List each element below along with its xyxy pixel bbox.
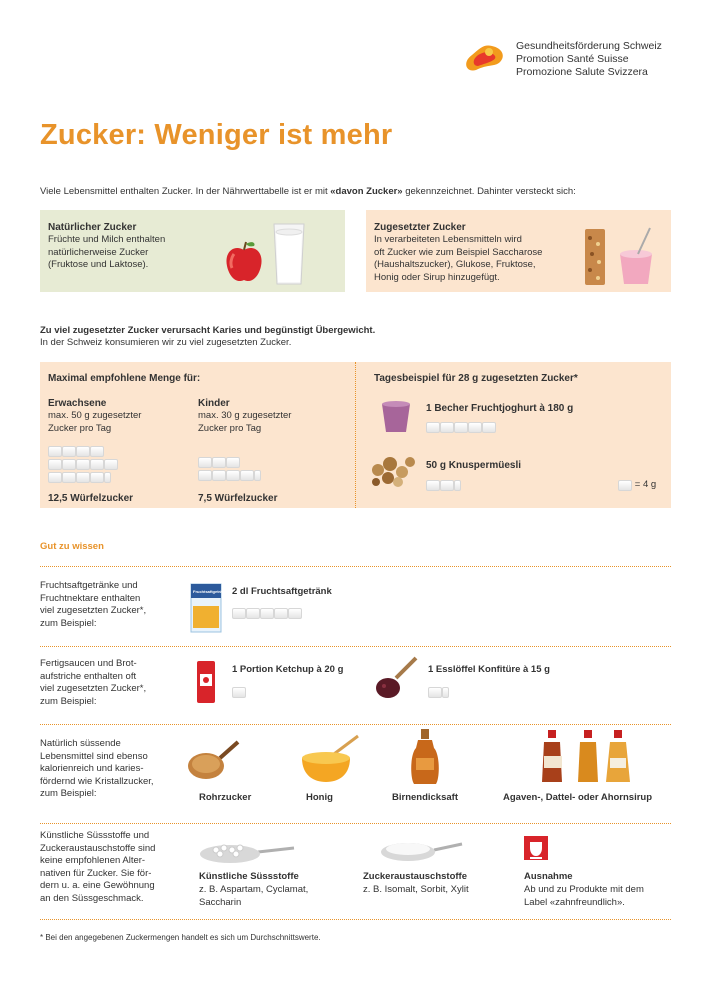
row4-line: Künstliche Süssstoffe und <box>40 830 150 841</box>
added-sugar-line: (Haushaltszucker), Glukose, Fruktose, <box>374 259 536 270</box>
warning-sub: In der Schweiz konsumieren wir zu viel zugesetzten Zucker. <box>40 337 292 349</box>
sugar-cube-half <box>454 480 461 491</box>
sugar-cube <box>260 608 274 619</box>
row2-item-ketchup: 1 Portion Ketchup à 20 g <box>232 664 344 675</box>
row2-item-jam: 1 Esslöffel Konfitüre à 15 g <box>428 664 550 675</box>
natural-sugar-line: Früchte und Milch enthalten <box>48 234 166 245</box>
org-line-it: Promozione Salute Svizzera <box>516 66 648 78</box>
row4-item2-title: Zuckeraustauschstoffe <box>363 871 468 882</box>
sugar-cube-half <box>254 470 261 481</box>
row1-text <box>40 580 146 630</box>
row4-line: nativen für Zucker. Sie för- <box>40 867 152 879</box>
sugar-cube <box>212 457 226 468</box>
ketchup-sugar-cubes <box>232 685 246 698</box>
sugar-cube <box>104 459 118 470</box>
row1-line: viel zugesetzten Zucker*, <box>40 605 147 616</box>
row4-line: dern u. a. eine Gewöhnung <box>40 880 155 891</box>
sugar-cube <box>90 459 104 470</box>
kids-sugar-cubes <box>198 455 288 481</box>
sugar-cube <box>454 422 468 433</box>
sugar-cube <box>426 422 440 433</box>
sugar-cube <box>212 470 226 481</box>
row3-line: Lebensmittel sind ebenso <box>40 750 148 762</box>
sugar-cube <box>226 457 240 468</box>
kids-cubes-label: 7,5 Würfelzucker <box>198 493 278 504</box>
adults-line: max. 50 g zugesetzter <box>48 410 142 421</box>
row3-item-honey: Honig <box>306 792 333 803</box>
natural-sugar-line: natürlicherweise Zucker <box>48 246 149 258</box>
row2-text <box>40 658 146 708</box>
org-line-fr: Promotion Santé Suisse <box>516 53 629 65</box>
row3-item-agave-syrup: Agaven-, Dattel- oder Ahornsirup <box>503 792 653 803</box>
row1-line: Fruchtsaftgetränke und <box>40 580 138 591</box>
yogurt-cup-icon <box>616 226 656 286</box>
sugar-cube <box>240 470 254 481</box>
row4-line: Zuckeraustauschstoffe sind <box>40 842 156 854</box>
cereal-bar-icon <box>584 228 606 286</box>
adults-cubes-label: 12,5 Würfelzucker <box>48 493 134 504</box>
sugar-cube <box>48 459 62 470</box>
sugar-cube <box>246 608 260 619</box>
day-item-yogurt: 1 Becher Fruchtjoghurt à 180 g <box>426 403 574 414</box>
row1-line: zum Beispiel: <box>40 617 97 629</box>
ketchup-sachet-icon <box>196 660 216 704</box>
sugar-cube <box>428 687 442 698</box>
sugar-cube <box>90 446 104 457</box>
kids-line: Zucker pro Tag <box>198 422 262 434</box>
milk-glass-icon <box>272 222 306 286</box>
row4-text <box>40 830 155 905</box>
muesli-icon <box>368 450 420 490</box>
sugar-cube <box>232 687 246 698</box>
jam-sugar-cubes <box>428 685 449 698</box>
organization-name <box>516 40 662 79</box>
sugar-cube <box>48 446 62 457</box>
row4-item2-text: z. B. Isomalt, Sorbit, Xylit <box>363 884 469 895</box>
juice-pack-label: Fruchtsaftgetränk <box>193 589 228 594</box>
intro-after: gekennzeichnet. Dahinter versteckt sich: <box>402 186 576 197</box>
row4-item1-text <box>199 884 308 909</box>
apple-icon <box>224 240 264 284</box>
row4-line: an den Süssgeschmack. <box>40 892 144 904</box>
sugar-cube <box>440 422 454 433</box>
divider <box>40 724 671 725</box>
recommended-amount-panel <box>40 362 671 508</box>
row3-line: zum Beispiel: <box>40 788 97 799</box>
adults-sugar-cubes <box>48 444 132 483</box>
warning-text <box>40 325 375 350</box>
sugar-cube <box>274 608 288 619</box>
divider <box>40 919 671 920</box>
sugar-cube <box>426 480 440 491</box>
cube-legend <box>618 478 656 491</box>
added-sugar-line: Honig oder Sirup hinzugefügt. <box>374 271 500 283</box>
day-item-muesli: 50 g Knuspermüesli <box>426 460 522 471</box>
sugar-cube <box>76 446 90 457</box>
row4-item1-title: Künstliche Süssstoffe <box>199 871 299 882</box>
kids-title: Kinder <box>198 398 230 409</box>
sugar-cube-half <box>104 472 111 483</box>
row1-item: 2 dl Fruchtsaftgetränk <box>232 586 332 597</box>
sugar-cube <box>76 459 90 470</box>
added-sugar-line: In verarbeiteten Lebensmitteln wird <box>374 234 522 245</box>
row2-line: aufstriche enthalten oft <box>40 670 137 682</box>
row4-item1-line: Saccharin <box>199 896 242 908</box>
intro-text <box>40 186 576 198</box>
sugar-cube <box>440 480 454 491</box>
panel-divider <box>355 362 356 508</box>
sugar-cube <box>198 457 212 468</box>
day-example-title: Tagesbeispiel für 28 g zugesetzten Zucker* <box>374 373 578 384</box>
sugar-cube <box>62 472 76 483</box>
yogurt-cup-icon <box>380 400 412 434</box>
row3-line: kalorienreich und karies- <box>40 763 144 774</box>
footnote: * Bei den angegebenen Zuckermengen handelt es sich um Durchschnittswerte. <box>40 933 321 942</box>
row2-line: Fertigsaucen und Brot- <box>40 658 137 669</box>
sugar-cube-half <box>442 687 449 698</box>
organization-logo <box>462 40 512 80</box>
kids-line: max. 30 g zugesetzter <box>198 410 292 421</box>
adults-line: Zucker pro Tag <box>48 422 112 434</box>
pear-syrup-bottle-icon <box>410 728 440 786</box>
row4-line: keine empfohlenen Alter- <box>40 855 146 866</box>
warning-bold: Zu viel zugesetzter Zucker verursacht Karies und begünstigt Übergewicht. <box>40 325 376 336</box>
row4-item3-line: Ab und zu Produkte mit dem <box>524 884 644 895</box>
honey-bowl-icon <box>300 732 362 784</box>
muesli-sugar-cubes <box>426 478 461 491</box>
natural-sugar-line: (Fruktose und Laktose). <box>48 259 149 270</box>
adults-block <box>48 397 141 435</box>
row3-item-pear-syrup: Birnendicksaft <box>392 792 458 803</box>
row4-item3-text <box>524 884 644 909</box>
sugar-cube <box>468 422 482 433</box>
page-title: Zucker: Weniger ist mehr <box>40 119 393 151</box>
sugar-cube <box>198 470 212 481</box>
row3-text <box>40 738 154 801</box>
kids-block <box>198 397 291 435</box>
yogurt-sugar-cubes <box>426 420 496 433</box>
divider <box>40 823 671 824</box>
row2-line: zum Beispiel: <box>40 695 97 707</box>
divider <box>40 566 671 567</box>
tooth-friendly-label-icon <box>524 836 550 862</box>
syrup-bottles-icon <box>540 728 638 784</box>
sugar-substitute-spoon-icon <box>380 836 464 864</box>
sugar-cube <box>482 422 496 433</box>
row4-item1-line: z. B. Aspartam, Cyclamat, <box>199 884 309 895</box>
sugar-cube <box>232 608 246 619</box>
added-sugar-box <box>366 210 671 292</box>
org-line-de: Gesundheitsförderung Schweiz <box>516 40 662 52</box>
max-amount-title: Maximal empfohlene Menge für: <box>48 373 201 384</box>
row4-item3-title: Ausnahme <box>524 871 573 882</box>
jam-spoon-icon <box>374 656 418 702</box>
sugar-cube <box>76 472 90 483</box>
natural-sugar-box <box>40 210 345 292</box>
sugar-cube <box>226 470 240 481</box>
cane-sugar-spoon-icon <box>186 740 240 782</box>
intro-before: Viele Lebensmittel enthalten Zucker. In der Nährwerttabelle ist er mit <box>40 186 331 197</box>
sugar-cube <box>62 446 76 457</box>
sugar-cube <box>288 608 302 619</box>
intro-bold: «davon Zucker» <box>330 186 403 197</box>
adults-title: Erwachsene <box>48 398 107 409</box>
sugar-cube <box>618 480 632 491</box>
added-sugar-title: Zugesetzter Zucker <box>374 222 466 233</box>
row4-item3-line: Label «zahnfreundlich». <box>524 896 625 908</box>
row3-item-cane-sugar: Rohrzucker <box>199 792 252 803</box>
sugar-cube <box>90 472 104 483</box>
row2-line: viel zugesetzten Zucker*, <box>40 683 147 694</box>
cube-legend-text: = 4 g <box>634 479 657 490</box>
sweetener-spoon-icon <box>198 836 296 866</box>
added-sugar-line: oft Zucker wie zum Beispiel Saccharose <box>374 246 543 258</box>
juice-sugar-cubes <box>232 606 302 619</box>
divider <box>40 646 671 647</box>
row3-line: fördernd wie Kristallzucker, <box>40 775 154 787</box>
sugar-cube <box>48 472 62 483</box>
row3-line: Natürlich süssende <box>40 738 121 749</box>
natural-sugar-title: Natürlicher Zucker <box>48 222 137 233</box>
row1-line: Fruchtnektare enthalten <box>40 592 141 604</box>
sugar-cube <box>62 459 76 470</box>
section-heading: Gut zu wissen <box>40 541 104 552</box>
